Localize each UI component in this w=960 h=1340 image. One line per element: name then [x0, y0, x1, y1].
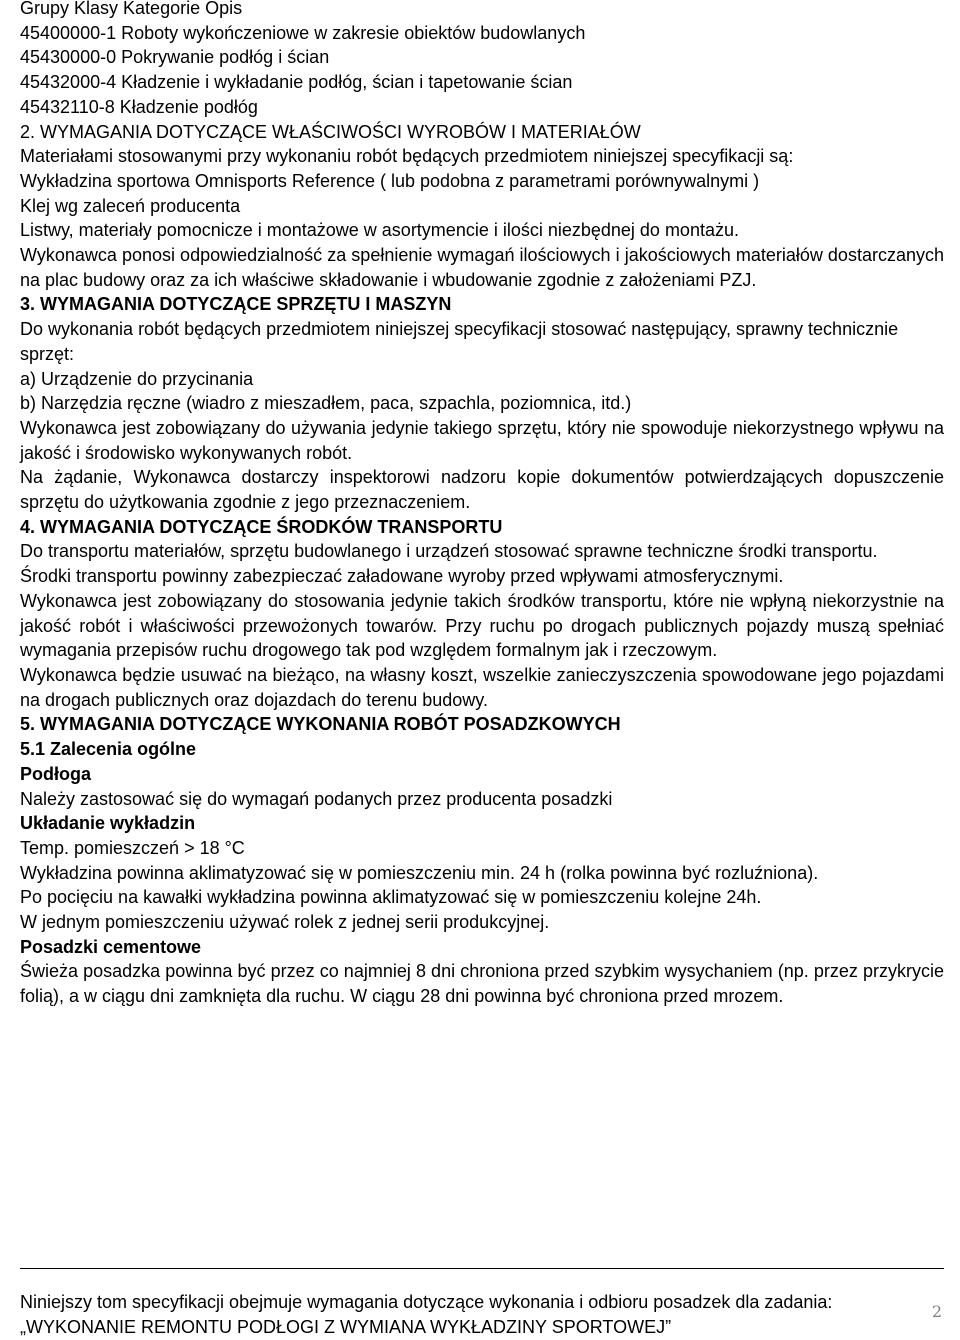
section-3-intro: Do wykonania robót będących przedmiotem niniejszej specyfikacji stosować następujący, sprawny technicznie sprzęt:: [20, 319, 899, 364]
page-number: 2: [931, 1302, 942, 1321]
code-line: 45430000-0 Pokrywanie podłóg i ścian: [20, 47, 330, 68]
footer-text: Niniejszy tom specyfikacji obejmuje wymagania dotyczące wykonania i odbioru posadzek dla zadania: „WYKONANIE REMONTU PODŁOGI Z WYMIANA WYKŁADZINY SPORTOWEJ”: [20, 1292, 833, 1337]
subheading-ukladanie: Układanie wykładzin: [20, 813, 196, 834]
code-line: 45400000-1 Roboty wykończeniowe w zakresie obiektów budowlanych: [20, 22, 586, 43]
material-item: Klej wg zaleceń producenta: [20, 195, 241, 216]
subheading-podloga: Podłoga: [20, 763, 91, 784]
section-3-paragraph: Wykonawca jest zobowiązany do używania jedynie takiego sprzętu, który nie spowoduje niekorzystnego wpływu na jakość i środowisko wykonywanych robót.: [20, 417, 944, 463]
paragraph: Świeża posadzka powinna być przez co najmniej 8 dni chroniona przed szybkim wysychaniem (np. przez przykrycie folią), a w ciągu dni zamknięta dla ruchu. W ciągu 28 dni powinna być chroniona przed mrozem.: [20, 961, 944, 1007]
material-item: Wykładzina sportowa Omnisports Reference ( lub podobna z parametrami porównywalnymi ): [20, 170, 760, 191]
equipment-item: b) Narzędzia ręczne (wiadro z mieszadłem, paca, szpachla, poziomnica, itd.): [20, 393, 632, 414]
codes-header: Grupy Klasy Kategorie Opis: [20, 0, 243, 18]
paragraph: Należy zastosować się do wymagań podanych przez producenta posadzki: [20, 788, 613, 809]
section-4-paragraph: Wykonawca jest zobowiązany do stosowania jedynie takich środków transportu, które nie wpłyną niekorzystnie na jakość robót i właściwości przewożonych towarów. Przy ruchu po drogach publicznych pojazdy muszą spełniać wymagania przepisów ruchu drogowego tak pod względem formalnym jak i rzeczowym.: [20, 590, 944, 661]
subheading-cement: Posadzki cementowe: [20, 936, 202, 957]
temperature-line: Temp. pomieszczeń > 18 °C: [20, 837, 245, 858]
section-5-heading: 5. WYMAGANIA DOTYCZĄCE WYKONANIA ROBÓT POSADZKOWYCH: [20, 714, 621, 735]
footer-divider: [20, 1268, 944, 1269]
paragraph: Po pocięciu na kawałki wykładzina powinna aklimatyzować się w pomieszczeniu kolejne 24h.: [20, 887, 762, 908]
section-4-heading: 4. WYMAGANIA DOTYCZĄCE ŚRODKÓW TRANSPORTU: [20, 516, 503, 537]
section-4-paragraph: Do transportu materiałów, sprzętu budowlanego i urządzeń stosować sprawne techniczne środki transportu.: [20, 541, 878, 562]
code-line: 45432000-4 Kładzenie i wykładanie podłóg, ścian i tapetowanie ścian: [20, 72, 573, 93]
section-4-paragraph: Wykonawca będzie usuwać na bieżąco, na własny koszt, wszelkie zanieczyszczenia spowodowane jego pojazdami na drogach publicznych oraz dojazdach do terenu budowy.: [20, 664, 944, 710]
material-item: Listwy, materiały pomocnicze i montażowe w asortymencie i ilości niezbędnej do montażu.: [20, 220, 739, 241]
equipment-item: a) Urządzenie do przycinania: [20, 368, 254, 389]
section-2-paragraph: Wykonawca ponosi odpowiedzialność za spełnienie wymagań ilościowych i jakościowych materiałów dostarczanych na plac budowy oraz za ich właściwe składowanie i wbudowanie zgodnie z założeniami PZJ.: [20, 245, 944, 290]
document-body: [20, 0, 944, 1009]
section-4-paragraph: Środki transportu powinny zabezpieczać załadowane wyroby przed wpływami atmosferycznymi.: [20, 566, 784, 587]
section-3-heading: 3. WYMAGANIA DOTYCZĄCE SPRZĘTU I MASZYN: [20, 294, 452, 315]
section-3-paragraph: Na żądanie, Wykonawca dostarczy inspektorowi nadzoru kopie dokumentów potwierdzających dopuszczenie sprzętu do użytkowania zgodnie z jego przeznaczeniem.: [20, 467, 944, 513]
code-line: 45432110-8 Kładzenie podłóg: [20, 96, 258, 117]
section-2-intro: Materiałami stosowanymi przy wykonaniu robót będących przedmiotem niniejszej specyfikacji są:: [20, 146, 794, 167]
subsection-heading: 5.1 Zalecenia ogólne: [20, 739, 197, 760]
paragraph: W jednym pomieszczeniu używać rolek z jednej serii produkcyjnej.: [20, 912, 550, 933]
section-2-heading: 2. WYMAGANIA DOTYCZĄCE WŁAŚCIWOŚCI WYROBÓW I MATERIAŁÓW: [20, 121, 641, 142]
paragraph: Wykładzina powinna aklimatyzować się w pomieszczeniu min. 24 h (rolka powinna być rozluźniona).: [20, 862, 819, 883]
